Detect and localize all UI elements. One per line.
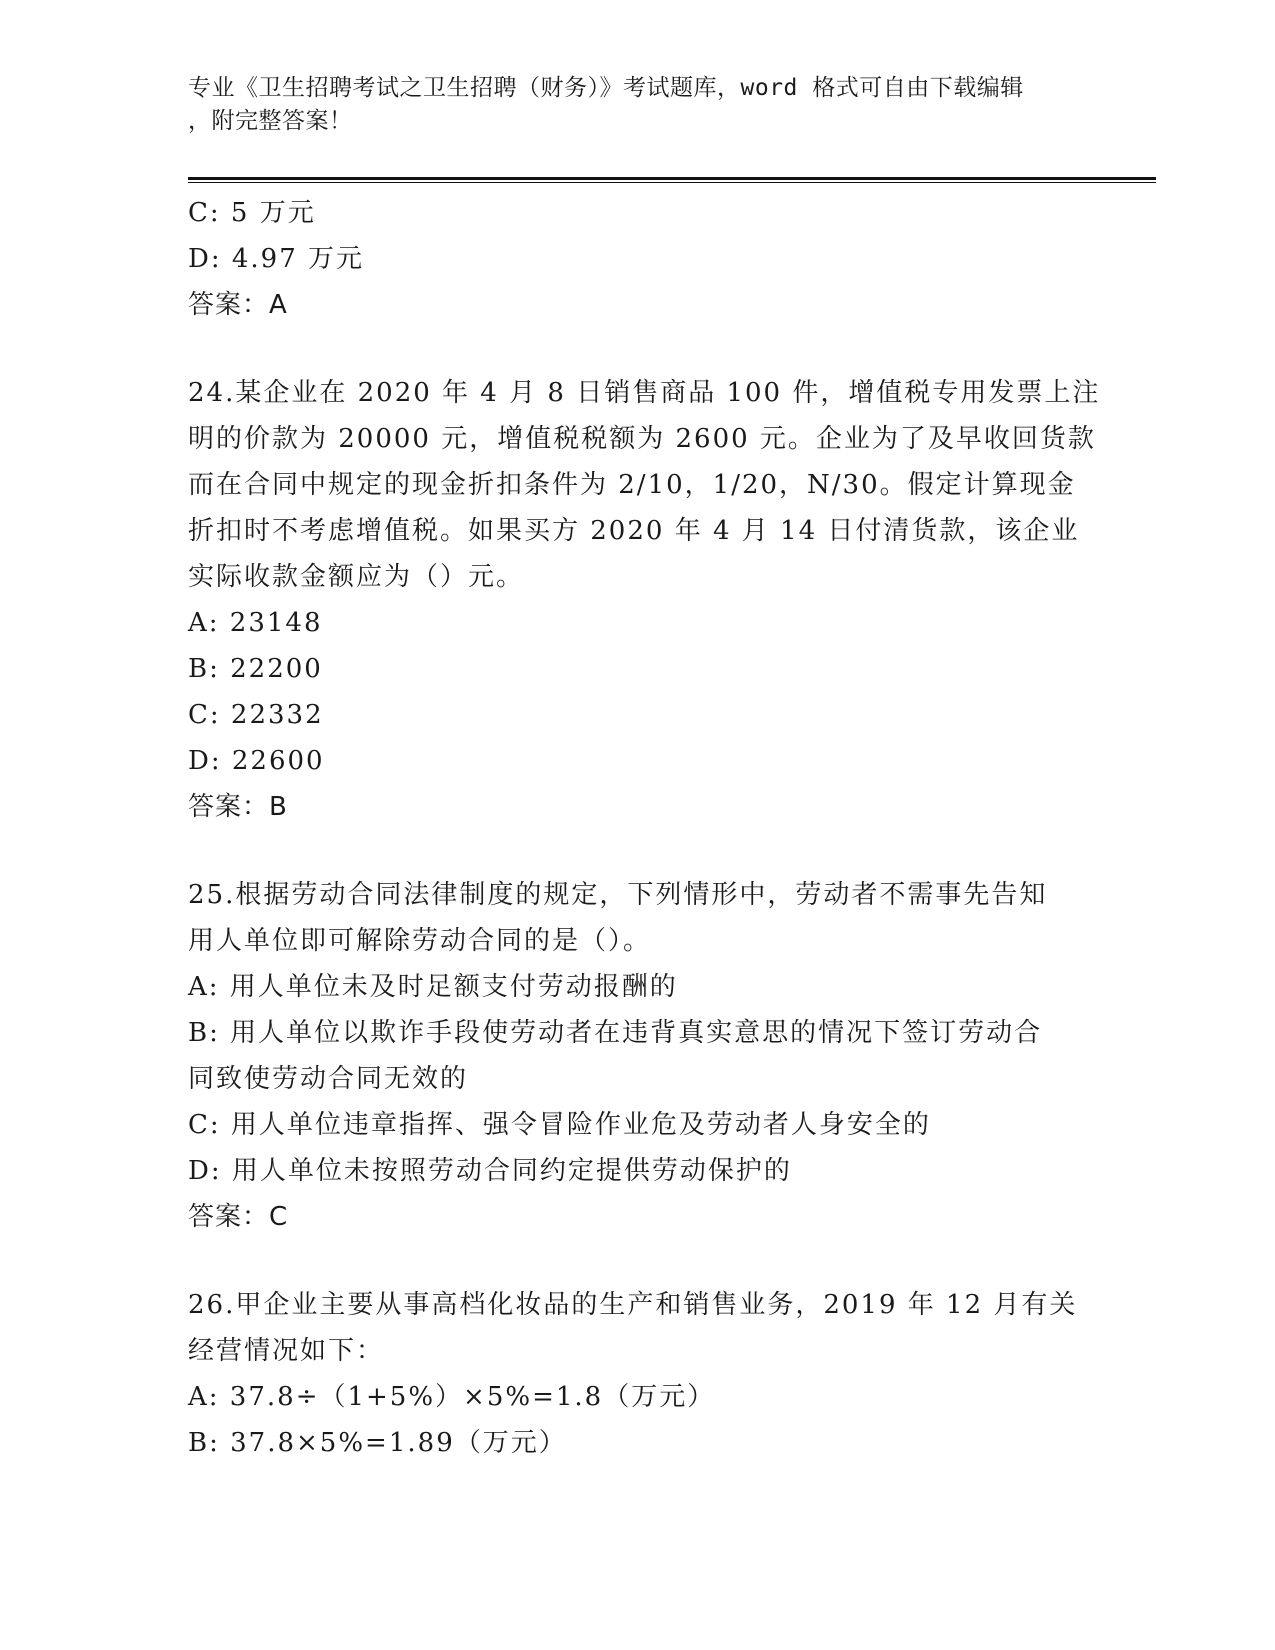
option-b-continued: 同致使劳动合同无效的: [188, 1064, 469, 1094]
answer-line: 答案：B: [188, 792, 288, 822]
question-26: [188, 1282, 1088, 1466]
option-a: A: 37.8÷（1+5%）×5%=1.8（万元）: [188, 1382, 716, 1412]
question-25: [188, 872, 1088, 1240]
spacer: [188, 328, 1088, 370]
header-line-1: 专业《卫生招聘考试之卫生招聘（财务）》考试题库，word 格式可自由下载编辑: [188, 75, 1024, 101]
option-d: D: 4.97 万元: [188, 244, 365, 274]
option-b: B: 37.8×5%=1.89（万元）: [188, 1428, 567, 1458]
option-d: D: 用人单位未按照劳动合同约定提供劳动保护的: [188, 1156, 792, 1186]
question-stem-line: 用人单位即可解除劳动合同的是（）。: [188, 926, 652, 956]
option-d: D: 22600: [188, 746, 325, 776]
option-c: C: 5 万元: [188, 198, 316, 228]
option-a: A: 用人单位未及时足额支付劳动报酬的: [188, 972, 678, 1002]
question-stem-line: 折扣时不考虑增值税。如果买方 2020 年 4 月 14 日付清货款，该企业: [188, 516, 1080, 546]
document-header: [188, 72, 1088, 138]
question-stem-line: 26.甲企业主要从事高档化妆品的生产和销售业务，2019 年 12 月有关: [188, 1290, 1078, 1320]
question-stem-line: 24.某企业在 2020 年 4 月 8 日销售商品 100 件，增值税专用发票上注: [188, 378, 1101, 408]
header-line-2: ，附完整答案！: [188, 108, 353, 134]
question-stem-line: 而在合同中规定的现金折扣条件为 2/10，1/20，N/30。假定计算现金: [188, 470, 1076, 500]
answer-line: 答案：C: [188, 1202, 289, 1232]
header-divider-thick: [188, 177, 1156, 180]
question-stem-line: 实际收款金额应为（）元。: [188, 562, 525, 592]
question-content: [188, 190, 1101, 1466]
spacer: [188, 1240, 1088, 1282]
question-stem-line: 经营情况如下：: [188, 1336, 385, 1366]
header-divider-thin: [188, 182, 1156, 183]
option-c: C: 22332: [188, 700, 324, 730]
option-a: A: 23148: [188, 608, 323, 638]
option-b: B: 22200: [188, 654, 323, 684]
option-b: B: 用人单位以欺诈手段使劳动者在违背真实意思的情况下签订劳动合: [188, 1018, 1043, 1048]
spacer: [188, 830, 1088, 872]
question-24: [188, 370, 1101, 830]
question-23-tail: [188, 190, 1088, 328]
answer-line: 答案：A: [188, 290, 288, 320]
question-stem-line: 明的价款为 20000 元，增值税税额为 2600 元。企业为了及早收回货款: [188, 424, 1096, 454]
question-stem-line: 25.根据劳动合同法律制度的规定，下列情形中，劳动者不需事先告知: [188, 880, 1048, 910]
option-c: C: 用人单位违章指挥、强令冒险作业危及劳动者人身安全的: [188, 1110, 931, 1140]
